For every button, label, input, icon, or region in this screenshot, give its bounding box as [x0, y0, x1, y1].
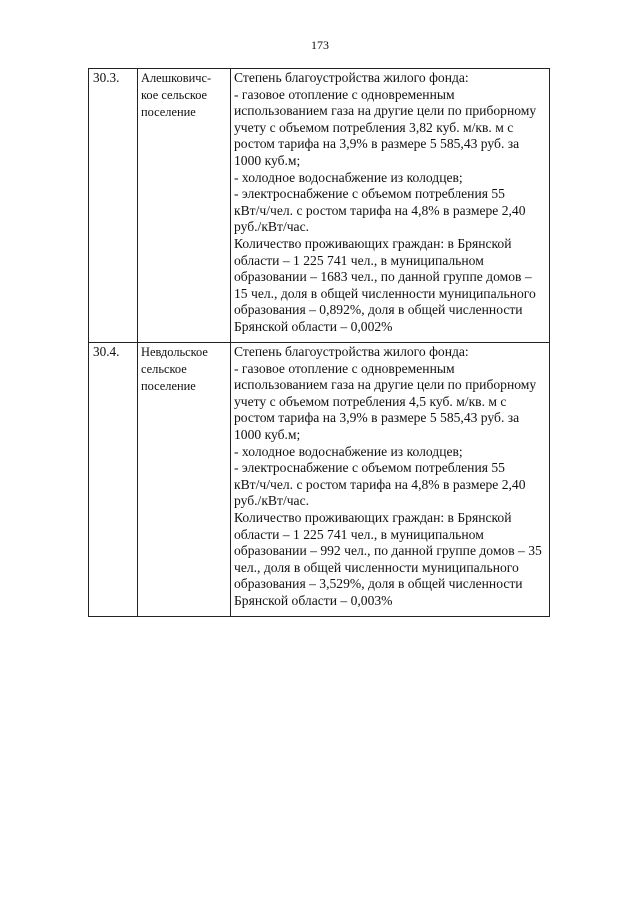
description-line: 1000 куб.м; [234, 152, 301, 168]
description-line: 1000 куб.м; [234, 426, 301, 442]
settlement-name-line: кое сельское [141, 88, 208, 102]
description-line: Количество проживающих граждан: в Брянской [234, 509, 512, 525]
description-line: Брянской области – 0,002% [234, 318, 393, 334]
description-line: Брянской области – 0,003% [234, 592, 393, 608]
settlement-name-line: Алешковичс- [141, 71, 212, 85]
description-line: кВт/ч/чел. с ростом тарифа на 4,8% в размере 2,40 [234, 202, 526, 218]
description-line: образования – 3,529%, доля в общей численности [234, 576, 523, 592]
row-number-cell: 30.4. [89, 343, 138, 617]
description-line: использованием газа на другие цели по приборному [234, 377, 537, 393]
description-line: - газовое отопление с одновременным [234, 360, 455, 376]
description-line: области – 1 225 741 чел., в муниципальном [234, 252, 484, 268]
description-line: - электроснабжение с объемом потребления 55 [234, 186, 505, 202]
housing-table [88, 68, 550, 617]
description-line: области – 1 225 741 чел., в муниципальном [234, 526, 484, 542]
description-line: Количество проживающих граждан: в Брянской [234, 235, 512, 251]
settlement-name-line: Невдольское [141, 345, 208, 359]
description-line: 15 чел., доля в общей численности муниципального [234, 285, 536, 301]
description-line: Степень благоустройства жилого фонда: [234, 70, 469, 85]
table-row [89, 69, 550, 343]
description-line: - газовое отопление с одновременным [234, 86, 455, 102]
description-cell [231, 343, 550, 617]
page-number: 173 [311, 38, 329, 52]
description-line: ростом тарифа на 3,9% в размере 5 585,43 руб. за [234, 410, 520, 426]
description-line: - холодное водоснабжение из колодцев; [234, 169, 463, 185]
description-line: образовании – 992 чел., по данной группе домов – 35 [234, 543, 542, 559]
description-line: - электроснабжение с объемом потребления 55 [234, 460, 505, 476]
description-line: руб./кВт/час. [234, 493, 310, 509]
description-line: - холодное водоснабжение из колодцев; [234, 443, 463, 459]
description-cell [231, 69, 550, 343]
description-line: руб./кВт/час. [234, 219, 310, 235]
description-line: образовании – 1683 чел., по данной группе домов – [234, 269, 532, 285]
table-row [89, 343, 550, 617]
description-line: образования – 0,892%, доля в общей численности [234, 302, 523, 318]
description-line: учету с объемом потребления 3,82 куб. м/кв. м с [234, 119, 514, 135]
settlement-name-line: поселение [141, 105, 196, 119]
description-line: кВт/ч/чел. с ростом тарифа на 4,8% в размере 2,40 [234, 476, 526, 492]
description-line: ростом тарифа на 3,9% в размере 5 585,43 руб. за [234, 136, 520, 152]
description-line: использованием газа на другие цели по приборному [234, 103, 537, 119]
settlement-name-line: поселение [141, 379, 196, 393]
row-number-cell: 30.3. [89, 69, 138, 343]
settlement-name-cell [138, 343, 231, 617]
description-line: учету с объемом потребления 4,5 куб. м/кв. м с [234, 393, 507, 409]
description-line: чел., доля в общей численности муниципального [234, 559, 519, 575]
description-line: Степень благоустройства жилого фонда: [234, 344, 469, 359]
settlement-name-line: сельское [141, 362, 187, 376]
settlement-name-cell [138, 69, 231, 343]
